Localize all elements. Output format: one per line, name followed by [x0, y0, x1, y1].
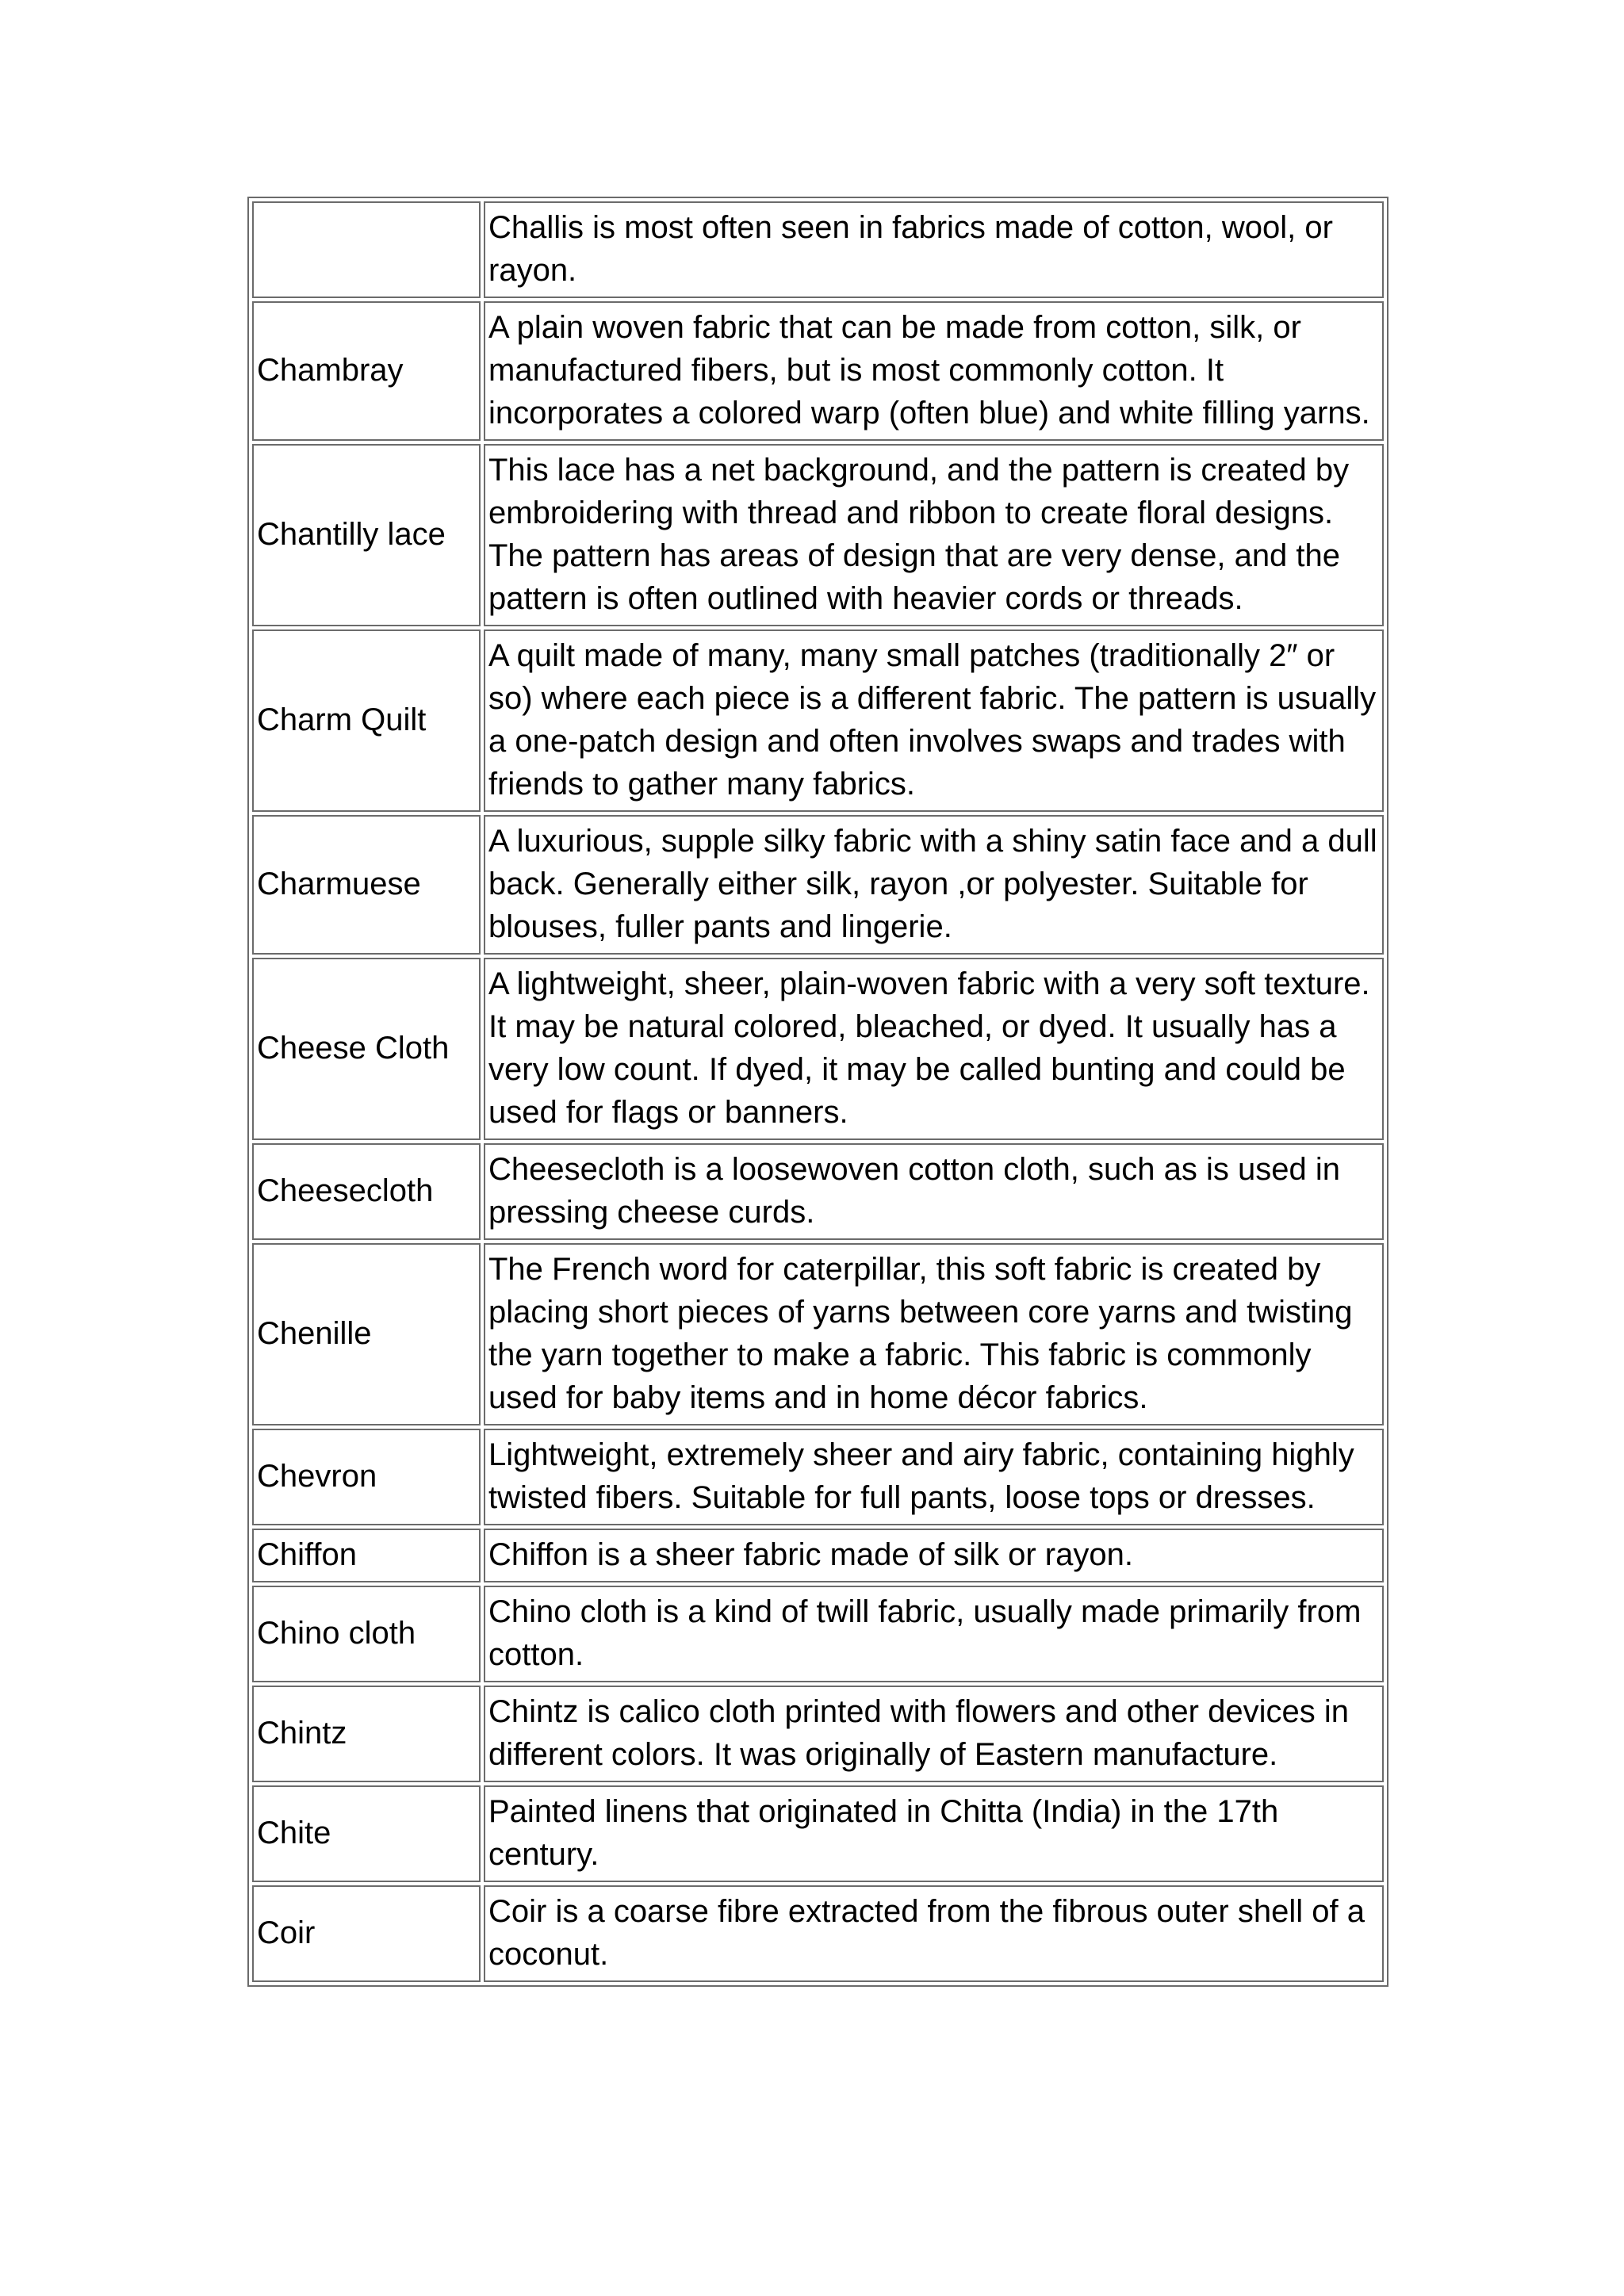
table-row — [252, 444, 1384, 626]
term-cell: Chintz — [252, 1686, 481, 1782]
term-cell: Chevron — [252, 1429, 481, 1525]
definition-cell: Coir is a coarse fibre extracted from the fibrous outer shell of a coconut. — [484, 1885, 1384, 1982]
definition-cell: Painted linens that originated in Chitta (India) in the 17th century. — [484, 1785, 1384, 1882]
term-cell: Chite — [252, 1785, 481, 1882]
term-cell: Chino cloth — [252, 1586, 481, 1682]
term-cell: Charmuese — [252, 815, 481, 955]
definition-cell: A quilt made of many, many small patches (traditionally 2″ or so) where each piece is a different fabric. The pattern is usually a one-patch design and often involves swaps and trades with friends to gather many fabrics. — [484, 629, 1384, 812]
table-row — [252, 1885, 1384, 1982]
table-row — [252, 958, 1384, 1140]
table-row — [252, 201, 1384, 298]
table-row — [252, 301, 1384, 441]
glossary-body — [252, 201, 1384, 1982]
definition-cell: The French word for caterpillar, this soft fabric is created by placing short pieces of yarns between core yarns and twisting the yarn together to make a fabric. This fabric is commonly used for baby items and in home décor fabrics. — [484, 1243, 1384, 1425]
fabric-glossary-table — [247, 197, 1388, 1987]
definition-cell: A luxurious, supple silky fabric with a shiny satin face and a dull back. Generally either silk, rayon ,or polyester. Suitable for blouses, fuller pants and lingerie. — [484, 815, 1384, 955]
term-cell: Chantilly lace — [252, 444, 481, 626]
definition-cell: Cheesecloth is a loosewoven cotton cloth, such as is used in pressing cheese curds. — [484, 1143, 1384, 1240]
table-row — [252, 1429, 1384, 1525]
table-row — [252, 1529, 1384, 1582]
definition-cell: A lightweight, sheer, plain-woven fabric with a very soft texture. It may be natural colored, bleached, or dyed. It usually has a very low count. If dyed, it may be called bunting and could be used for flags or banners. — [484, 958, 1384, 1140]
table-row — [252, 1143, 1384, 1240]
term-cell — [252, 201, 481, 298]
term-cell: Cheesecloth — [252, 1143, 481, 1240]
term-cell: Chiffon — [252, 1529, 481, 1582]
term-cell: Charm Quilt — [252, 629, 481, 812]
term-cell: Coir — [252, 1885, 481, 1982]
table-row — [252, 1785, 1384, 1882]
definition-cell: Challis is most often seen in fabrics made of cotton, wool, or rayon. — [484, 201, 1384, 298]
table-row — [252, 1586, 1384, 1682]
table-row — [252, 1686, 1384, 1782]
table-row — [252, 629, 1384, 812]
definition-cell: Chintz is calico cloth printed with flowers and other devices in different colors. It was originally of Eastern manufacture. — [484, 1686, 1384, 1782]
definition-cell: A plain woven fabric that can be made from cotton, silk, or manufactured fibers, but is most commonly cotton. It incorporates a colored warp (often blue) and white filling yarns. — [484, 301, 1384, 441]
definition-cell: This lace has a net background, and the pattern is created by embroidering with thread and ribbon to create floral designs. The pattern has areas of design that are very dense, and the pattern is often outlined with heavier cords or threads. — [484, 444, 1384, 626]
definition-cell: Chiffon is a sheer fabric made of silk or rayon. — [484, 1529, 1384, 1582]
table-row — [252, 1243, 1384, 1425]
table-row — [252, 815, 1384, 955]
term-cell: Chambray — [252, 301, 481, 441]
term-cell: Chenille — [252, 1243, 481, 1425]
definition-cell: Chino cloth is a kind of twill fabric, usually made primarily from cotton. — [484, 1586, 1384, 1682]
term-cell: Cheese Cloth — [252, 958, 481, 1140]
definition-cell: Lightweight, extremely sheer and airy fabric, containing highly twisted fibers. Suitable for full pants, loose tops or dresses. — [484, 1429, 1384, 1525]
